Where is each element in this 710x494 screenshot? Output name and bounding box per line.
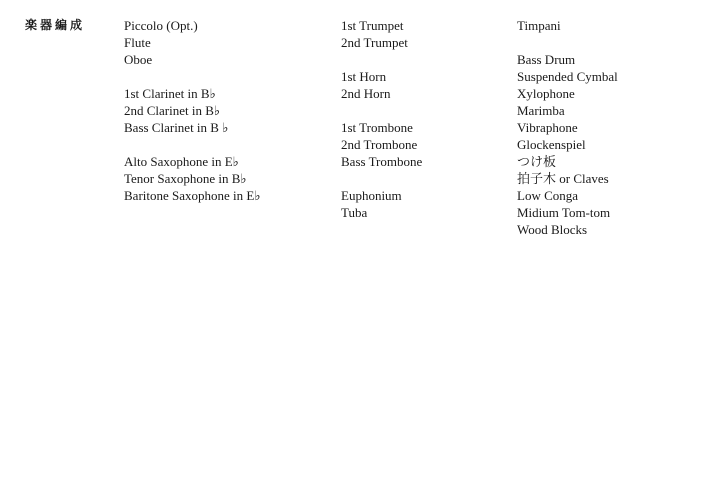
spacer [124,136,260,153]
instrument-name: つけ板 [517,154,557,169]
instrument-name: Glockenspiel [517,137,586,152]
instrumentation-heading: 楽器編成 [25,18,86,32]
instrument-name: Bass Trombone [341,154,423,169]
instrument-name: Oboe [124,52,153,67]
instrument-name: Midium Tom-tom [517,205,611,220]
spacer [341,170,422,187]
instrument-column-woodwinds [124,17,260,204]
instrument-name: Alto Saxophone in E♭ [124,154,239,169]
instrument-name: 2nd Horn [341,86,391,101]
instrument-name: 2nd Clarinet in B♭ [124,103,221,118]
instrument-name: Tenor Saxophone in B♭ [124,171,247,186]
instrument-name: Euphonium [341,188,402,203]
instrument-name: 拍子木 or Claves [517,171,609,186]
instrument-name: 2nd Trumpet [341,35,408,50]
instrument-name: Timpani [517,18,561,33]
spacer [341,102,422,119]
spacer [341,51,422,68]
instrument-name: Bass Clarinet in B ♭ [124,120,229,135]
instrument-name: 1st Trumpet [341,18,404,33]
instrument-name: Piccolo (Opt.) [124,18,198,33]
instrument-column-percussion [517,17,618,238]
instrument-name: Vibraphone [517,120,578,135]
instrument-name: Suspended Cymbal [517,69,618,84]
instrument-name: 2nd Trombone [341,137,418,152]
instrument-name: 1st Horn [341,69,387,84]
instrument-name: Xylophone [517,86,575,101]
instrument-name: Flute [124,35,151,50]
spacer [517,34,618,51]
instrument-name: Low Conga [517,188,579,203]
instrument-name: Tuba [341,205,368,220]
instrument-name: Marimba [517,103,565,118]
instrument-name: Wood Blocks [517,222,588,237]
instrument-column-brass [341,17,422,221]
instrument-name: Baritone Saxophone in E♭ [124,188,261,203]
instrument-name: 1st Clarinet in B♭ [124,86,216,101]
spacer [124,68,260,85]
instrument-name: Bass Drum [517,52,576,67]
instrument-name: 1st Trombone [341,120,413,135]
